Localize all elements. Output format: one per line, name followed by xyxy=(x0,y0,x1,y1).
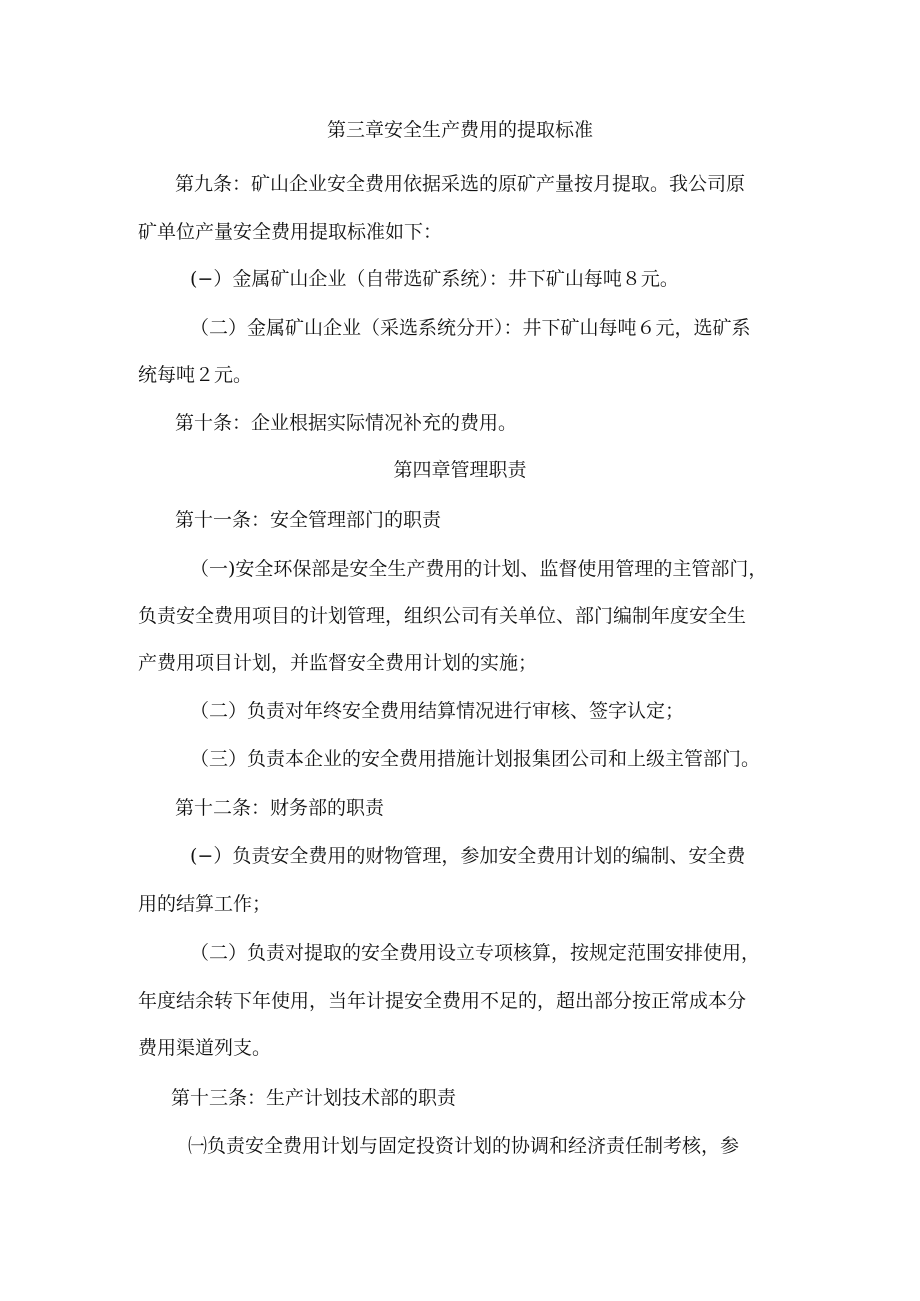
article-9-item-2-line-1: （二）金属矿山企业（采选系统分开）：井下矿山每吨６元，选矿系 xyxy=(190,317,751,339)
article-12-item-2-line-3: 费用渠道列支。 xyxy=(138,1037,272,1059)
article-9-line-1: 第九条：矿山企业安全费用依据采选的原矿产量按月提取。我公司原 xyxy=(175,173,746,195)
article-12-item-2-line-2: 年度结余转下年使用，当年计提安全费用不足的，超出部分按正常成本分 xyxy=(138,990,747,1012)
article-9-line-2: 矿单位产量安全费用提取标准如下： xyxy=(138,221,443,243)
article-13-item-1-line-1: ㈠负责安全费用计划与固定投资计划的协调和经济责任制考核，参 xyxy=(188,1135,740,1157)
article-9-item-2-line-2: 统每吨２元。 xyxy=(138,364,253,386)
article-11-item-3: （三）负责本企业的安全费用措施计划报集团公司和上级主管部门。 xyxy=(190,748,761,770)
article-11-item-1-line-1: （一)安全环保部是安全生产费用的计划、监督使用管理的主管部门， xyxy=(190,558,768,580)
article-9-item-1: (−）金属矿山企业（自带选矿系统）：井下矿山每吨８元。 xyxy=(190,268,679,290)
article-12-item-1-line-2: 用的结算工作； xyxy=(138,893,272,915)
article-12: 第十二条：财务部的职责 xyxy=(175,797,385,819)
article-13: 第十三条：生产计划技术部的职责 xyxy=(171,1087,457,1109)
article-12-item-2-line-1: （二）负责对提取的安全费用设立专项核算，按规定范围安排使用， xyxy=(190,942,761,964)
chapter-3-title: 第三章安全生产费用的提取标准 xyxy=(326,119,593,141)
article-11-item-1-line-3: 产费用项目计划，并监督安全费用计划的实施； xyxy=(138,652,538,674)
chapter-4-title: 第四章管理职责 xyxy=(393,459,527,481)
article-11-item-1-line-2: 负责安全费用项目的计划管理，组织公司有关单位、部门编制年度安全生 xyxy=(138,605,747,627)
article-10: 第十条：企业根据实际情况补充的费用。 xyxy=(175,412,518,434)
article-11: 第十一条：安全管理部门的职责 xyxy=(175,509,442,531)
article-12-item-1-line-1: (−）负责安全费用的财物管理，参加安全费用计划的编制、安全费 xyxy=(190,845,746,867)
article-11-item-2: （二）负责对年终安全费用结算情况进行审核、签字认定； xyxy=(190,700,685,722)
